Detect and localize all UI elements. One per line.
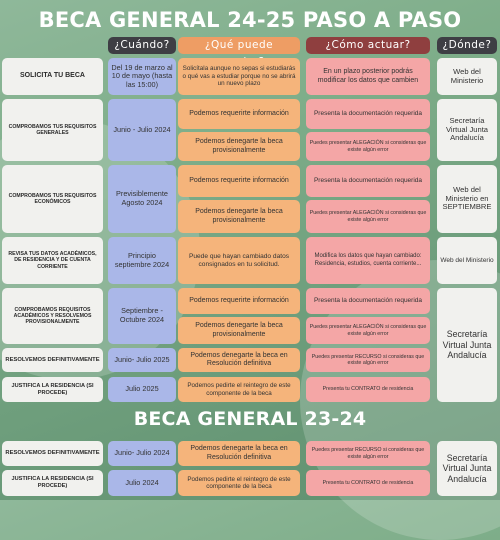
step-label: COMPROBAMOS TUS REQUISITOS ECONÓMICOS [2,165,103,233]
what-cell: Podemos denegarte la beca en Resolución definitiva [178,348,300,372]
how-cell: Puedes presentar ALEGACIÓN si consideras que existe algún error [306,317,430,344]
how-cell: Presenta tu CONTRATO de residencia [306,470,430,496]
step-label: JUSTIFICA LA RESIDENCIA (SI PROCEDE) [2,377,103,402]
what-cell: Podemos denegarte la beca provisionalmente [178,200,300,233]
what-cell: Podemos denegarte la beca en Resolución definitiva [178,441,300,466]
how-cell: Presenta la documentación requerida [306,165,430,197]
when-cell: Previsiblemente Agosto 2024 [108,165,176,233]
when-cell: Junio- Julio 2024 [108,441,176,466]
where-cell: Web del Ministerio [437,237,497,284]
how-cell: Puedes presentar ALEGACIÓN si consideras que existe algún error [306,200,430,233]
what-cell: Podemos pedirte el reintegro de este componente de la beca [178,377,300,402]
where-cell: Secretaría Virtual Junta Andalucía [437,441,497,496]
when-cell: Septiembre - Octubre 2024 [108,288,176,344]
what-cell: Podemos requerirte información [178,165,300,197]
how-cell: Puedes presentar ALEGACIÓN si consideras que existe algún error [306,132,430,161]
where-cell: Secretaría Virtual Junta Andalucía [437,288,497,402]
step-label: COMPROBAMOS REQUISITOS ACADÉMICOS Y RESOLVEMOS PROVISIONALMENTE [2,288,103,344]
what-cell: Podemos denegarte la beca provisionalmente [178,317,300,344]
what-cell: Puede que hayan cambiado datos consignados en tu solicitud. [178,237,300,284]
when-cell: Junio- Julio 2025 [108,348,176,372]
second-title: BECA GENERAL 23-24 [133,408,367,430]
step-label: REVISA TUS DATOS ACADÉMICOS, DE RESIDENCIA Y DE CUENTA CORRIENTE [2,237,103,284]
what-cell: Podemos requerirte información [178,288,300,314]
how-cell: Puedes presentar RECURSO si consideras que existe algún error [306,348,430,372]
when-cell: Del 19 de marzo al 10 de mayo (hasta las 15:00) [108,58,176,95]
header-how: ¿Cómo actuar? [306,37,430,54]
when-cell: Julio 2025 [108,377,176,402]
how-cell: Presenta la documentación requerida [306,99,430,129]
step-label: SOLICITA TU BECA [2,58,103,95]
header-what: ¿Qué puede [178,37,300,54]
what-cell: Podemos pedirte el reintegro de este componente de la beca [178,470,300,496]
step-label: JUSTIFICA LA RESIDENCIA (SI PROCEDE) [2,470,103,496]
what-cell: Podemos denegarte la beca provisionalmente [178,132,300,161]
step-label: RESOLVEMOS DEFINITIVAMENTE [2,441,103,466]
step-label: COMPROBAMOS TUS REQUISITOS GENERALES [2,99,103,161]
header-where: ¿Dónde? [437,37,497,54]
how-cell: Puedes presentar RECURSO si consideras que existe algún error [306,441,430,466]
when-cell: Julio 2024 [108,470,176,496]
header-when: ¿Cuándo? [108,37,176,54]
step-label: RESOLVEMOS DEFINITIVAMENTE [2,348,103,372]
main-title: BECA GENERAL 24-25 PASO A PASO [38,8,462,32]
where-cell: Web del Ministerio [437,58,497,95]
how-cell: Modifica los datos que hayan cambiado: Residencia, estudios, cuenta corriente... [306,237,430,284]
when-cell: Principio septiembre 2024 [108,237,176,284]
when-cell: Junio - Julio 2024 [108,99,176,161]
where-cell: Web del Ministerio en SEPTIEMBRE [437,165,497,233]
how-cell: Presenta la documentación requerida [306,288,430,314]
where-cell: Secretaría Virtual Junta Andalucía [437,99,497,161]
what-cell: Podemos requerirte información [178,99,300,129]
what-cell: Solicítala aunque no sepas si estudiarás o qué vas a estudiar porque no se abrirá un nuevo plazo [178,58,300,95]
how-cell: Presenta tu CONTRATO de residencia [306,377,430,402]
how-cell: En un plazo posterior podrás modificar los datos que cambien [306,58,430,95]
